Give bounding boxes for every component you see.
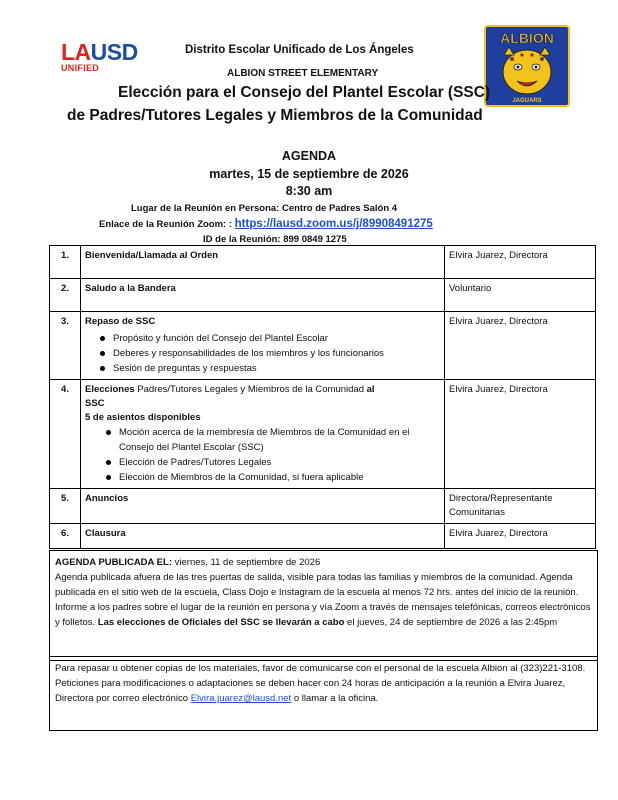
meeting-time: 8:30 am (285, 184, 333, 198)
agenda-row-number: 4. (50, 380, 81, 489)
zoom-link[interactable]: https://lausd.zoom.us/j/89908491275 (234, 218, 433, 230)
agenda-row-number: 5. (50, 489, 81, 524)
agenda-row (50, 524, 596, 549)
agenda-row (50, 279, 596, 312)
seats-available: 5 de asientos disponibles (85, 412, 201, 423)
agenda-row-presenter: Elvira Juarez, Directora (445, 246, 596, 279)
agenda-row-number: 6. (50, 524, 81, 549)
officer-election-date: el jueves, 24 de septiembre de 2026 a las 2:45pm (344, 617, 558, 628)
agenda-bullet-list (85, 425, 440, 485)
title-line-1: Elección para el Consejo del Plantel Escolar (SSC) (118, 84, 491, 101)
list-item: Sesión de preguntas y respuestas (113, 361, 440, 376)
zoom-label: Enlace de la Reunión Zoom: : (99, 219, 233, 230)
materials-tail: o llamar a la oficina. (291, 693, 379, 704)
agenda-row-title-line2: SSC (85, 398, 105, 409)
officer-election-note: Las elecciones de Oficiales del SSC se llevarán a cabo (97, 617, 345, 628)
meeting-id: ID de la Reunión: 899 0849 1275 (203, 234, 347, 245)
meeting-location: Lugar de la Reunión en Persona: Centro de Padres Salón 4 (131, 203, 398, 214)
lausd-logo (61, 39, 138, 73)
title-line-2: de Padres/Tutores Legales y Miembros de la Comunidad (67, 107, 483, 124)
agenda-row-number: 3. (50, 312, 81, 380)
published-date: viernes, 11 de septiembre de 2026 (172, 557, 321, 568)
agenda-row-presenter: Directora/Representante Comunitarias (445, 489, 596, 524)
lausd-logo-text-b: USD (90, 39, 138, 65)
list-item: Moción acerca de la membresía de Miembros de la Comunidad en el Consejo del Plantel Escolar (SSC) (119, 425, 440, 455)
lausd-logo-text-a: LA (61, 39, 91, 65)
materials-body: Para repasar u obtener copias de los materiales, favor de comunicarse con el personal de la escuela Albion al (323)221-3108. Peticiones para modificaciones o adaptaciones se deben hacer con 24 horas de anticipación a la reunión a Elvira Juarez, Directora por correo electrónico (55, 663, 586, 704)
zoom-line (99, 218, 433, 230)
agenda-row-presenter: Elvira Juarez, Directora (445, 524, 596, 549)
agenda-row (50, 312, 596, 380)
agenda-row-title: Bienvenida/Llamada al Orden (81, 246, 445, 279)
district-name: Distrito Escolar Unificado de Los Ángeles (185, 44, 414, 56)
agenda-row (50, 380, 596, 489)
agenda-heading: AGENDA (281, 149, 337, 163)
agenda-row-title: Saludo a la Bandera (81, 279, 445, 312)
albion-logo-sub: JAGUARS (512, 98, 542, 104)
agenda-row-number: 1. (50, 246, 81, 279)
agenda-table (49, 245, 596, 549)
agenda-row-title: Elecciones Padres/Tutores Legales y Miembros de la Comunidad al (85, 384, 375, 395)
school-name: ALBION STREET ELEMENTARY (227, 68, 379, 79)
list-item: Elección de Padres/Tutores Legales (119, 455, 440, 470)
published-notice (49, 550, 598, 661)
list-item: Propósito y función del Consejo del Plantel Escolar (113, 331, 440, 346)
materials-request-notice (49, 656, 598, 731)
agenda-row-presenter: Voluntario (445, 279, 596, 312)
published-label: AGENDA PUBLICADA EL: (55, 557, 172, 568)
agenda-row-content (81, 380, 445, 489)
published-body: Agenda publicada afuera de las tres puertas de salida, visible para todas las familias y miembros de la comunidad. Agenda publicada en el sitio web de la escuela, Class Dojo e Instagram de la escuela al menos 72 hrs. antes del inicio de la reunión. Informe a los padres sobre el lugar de la reunión en persona y vía Zoom a través de mensajes telefónicas, correos electrónicos y folletos. (55, 572, 591, 628)
agenda-row (50, 489, 596, 524)
agenda-row-title: Anuncios (81, 489, 445, 524)
agenda-bullet-list (85, 331, 440, 376)
agenda-row-content (81, 312, 445, 380)
agenda-row (50, 246, 596, 279)
agenda-row-title: Clausura (81, 524, 445, 549)
list-item: Deberes y responsabilidades de los miembros y los funcionarios (113, 346, 440, 361)
albion-logo-text: ALBION (500, 30, 554, 46)
email-link[interactable]: Elvira.juarez@lausd.net (190, 693, 292, 704)
agenda-row-presenter: Elvira Juarez, Directora (445, 312, 596, 380)
albion-jaguar-logo (484, 25, 570, 107)
agenda-row-title: Repaso de SSC (85, 316, 156, 327)
agenda-row-presenter: Elvira Juarez, Directora (445, 380, 596, 489)
lausd-logo-sub: UNIFIED (61, 63, 100, 73)
agenda-row-number: 2. (50, 279, 81, 312)
list-item: Elección de Miembros de la Comunidad, si fuera aplicable (119, 470, 440, 485)
meeting-date: martes, 15 de septiembre de 2026 (209, 167, 409, 181)
